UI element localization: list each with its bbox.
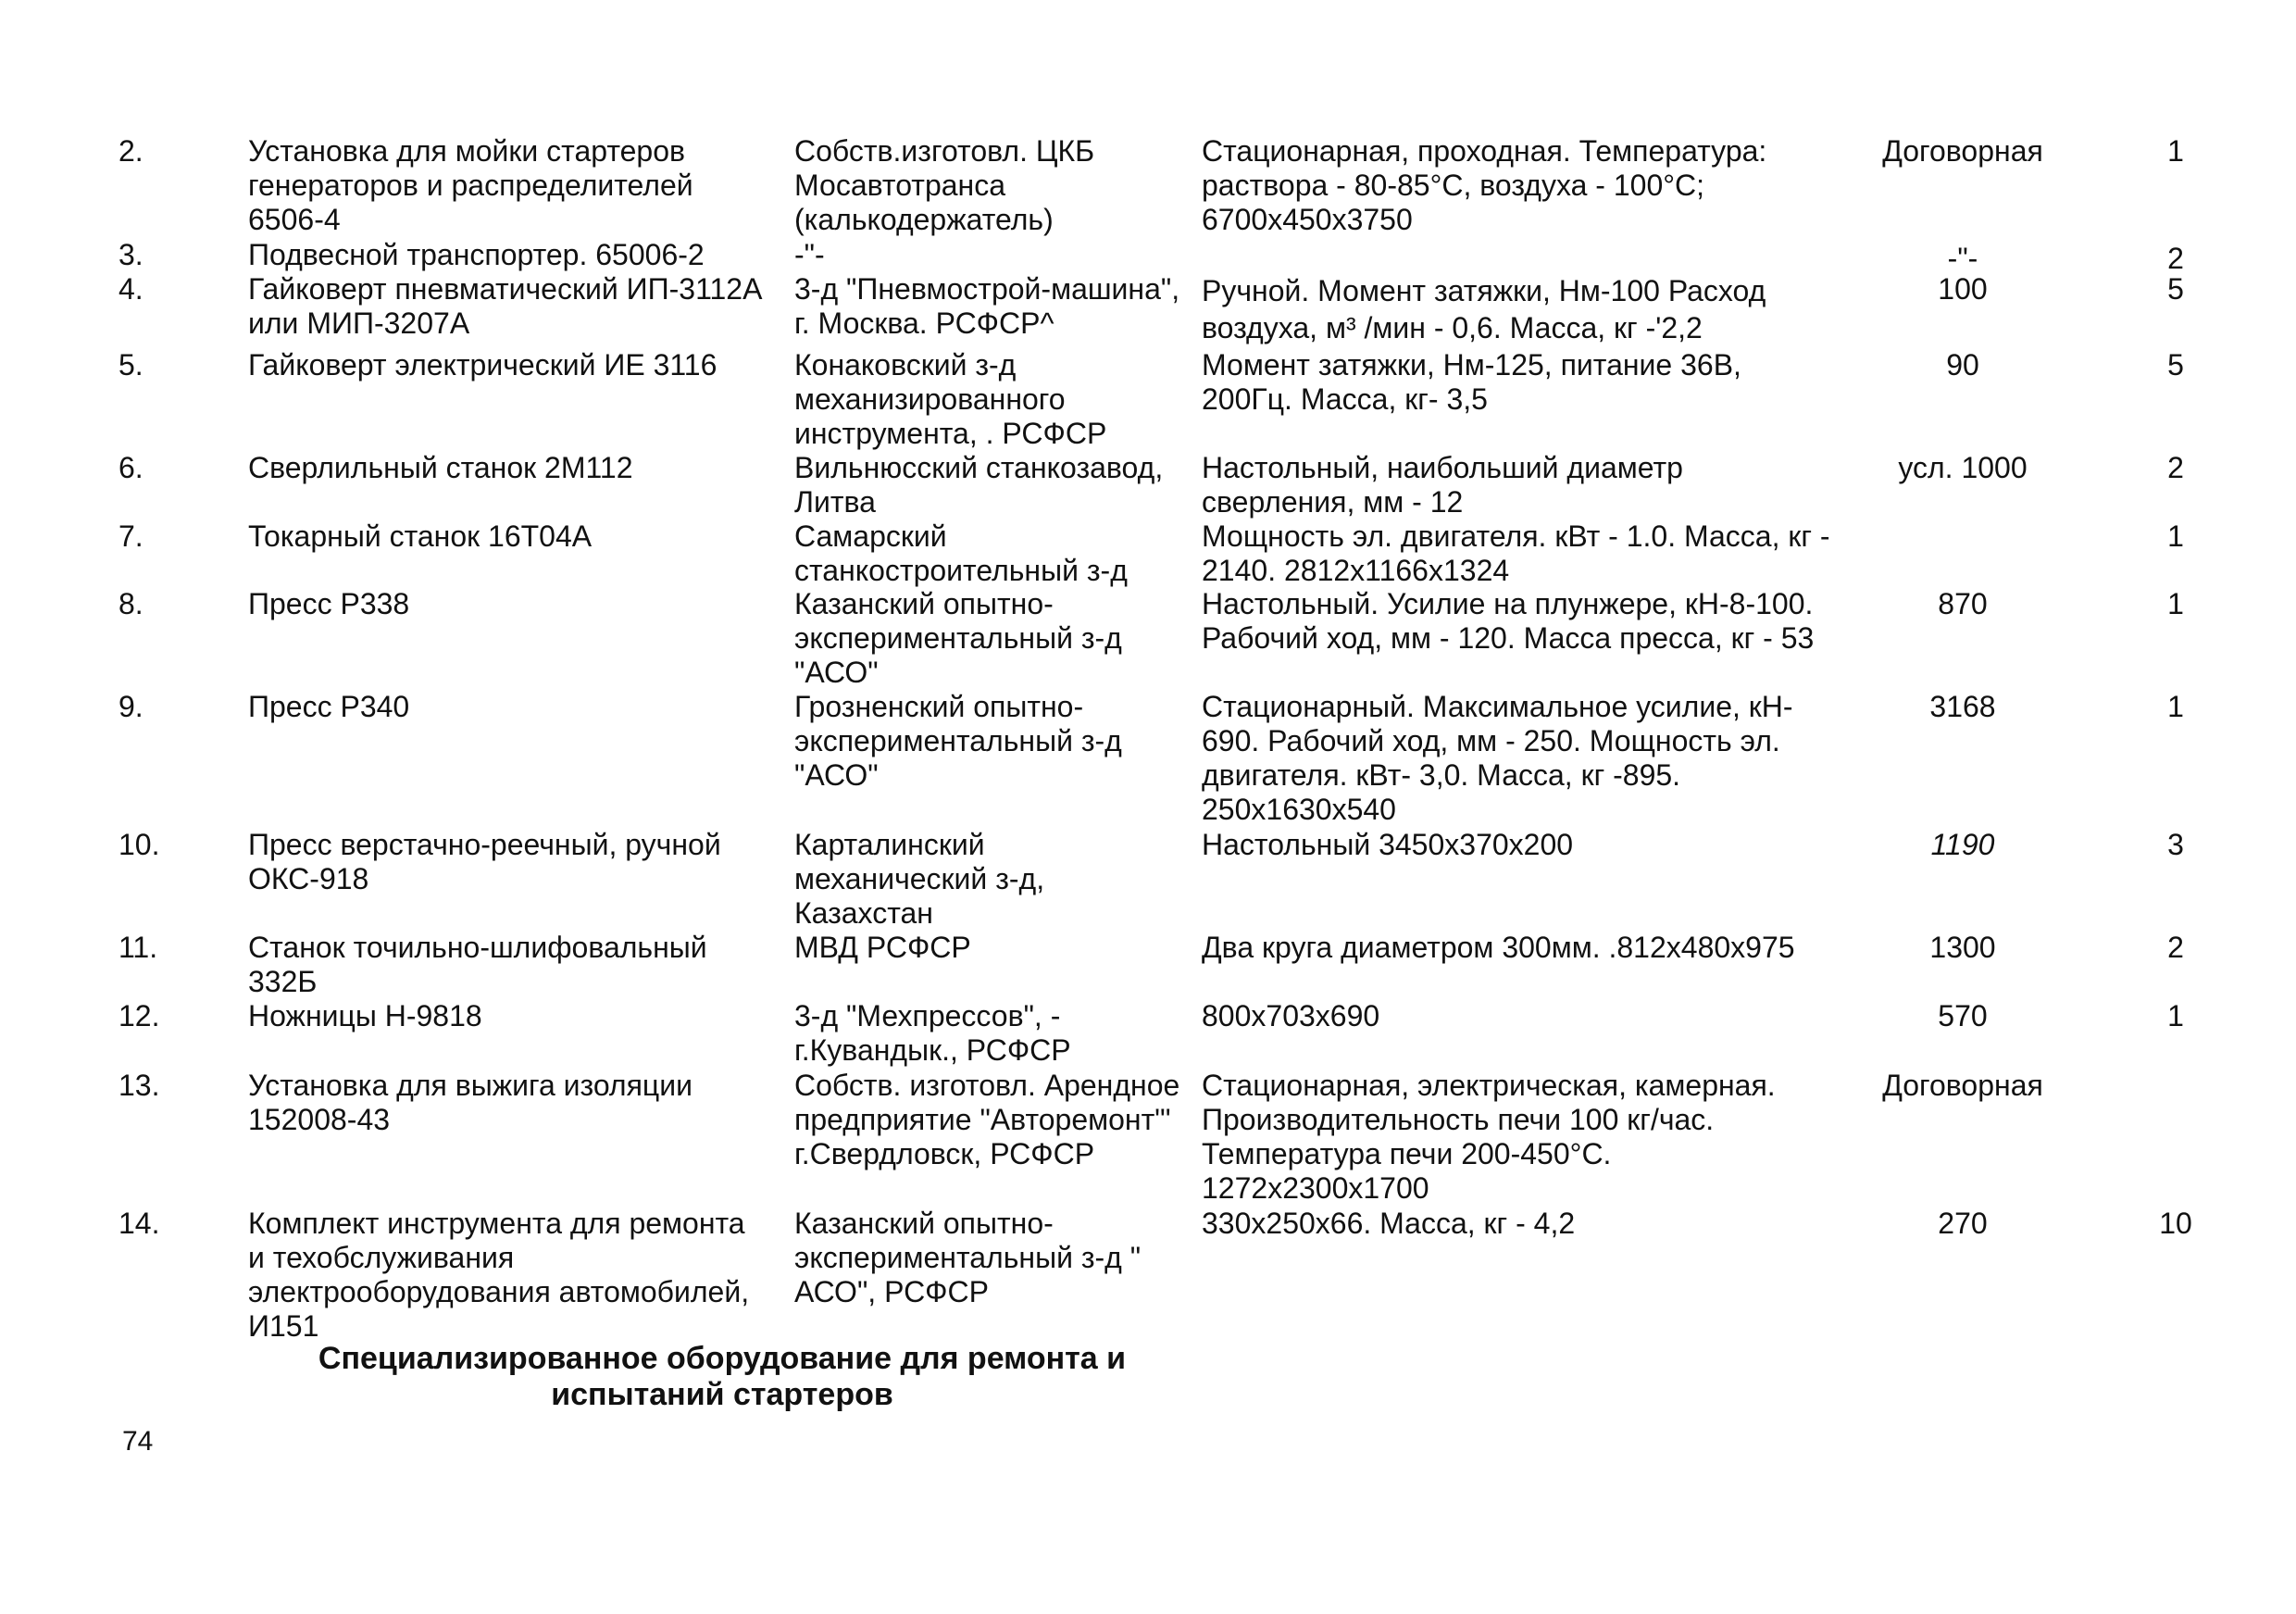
price: усл. 1000 <box>1898 451 2028 484</box>
manufacturer: Вильнюсский станкозавод, Литва <box>794 451 1164 519</box>
price: Договорная <box>1882 134 2043 168</box>
specification: Мощность эл. двигателя. кВт - 1.0. Масса, кг - 2140. 2812x1166x1324 <box>1202 519 1830 587</box>
row-number: 12. <box>119 999 160 1032</box>
manufacturer: Самарский станкостроительный з-д <box>794 519 1128 587</box>
row-number: 8. <box>119 587 144 620</box>
manufacturer: МВД РСФСР <box>794 931 971 964</box>
specification: Момент затяжки, Нм-125, питание 36В, 200Гц. Масса, кг- 3,5 <box>1202 348 1741 416</box>
quantity: 1 <box>2167 587 2184 620</box>
manufacturer: Карталинский механический з-д, Казахстан <box>794 828 1045 930</box>
row-number: 10. <box>119 828 160 861</box>
price: Договорная <box>1882 1069 2043 1102</box>
row-number: 7. <box>119 519 144 553</box>
equipment-name: Установка для выжига изоляции 152008-43 <box>248 1069 693 1136</box>
price: 1300 <box>1929 931 1996 964</box>
equipment-name: Станок точильно-шлифовальный 332Б <box>248 931 707 998</box>
specification: Настольный 3450x370x200 <box>1202 828 1574 861</box>
manufacturer: Казанский опытно- экспериментальный з-д "АСО" <box>794 587 1122 689</box>
page-number: 74 <box>122 1426 154 1457</box>
specification: Настольный, наибольший диаметр сверления, мм - 12 <box>1202 451 1683 519</box>
row-number: 6. <box>119 451 144 484</box>
manufacturer: Конаковский з-д механизированного инструмента, . РСФСР <box>794 348 1107 450</box>
specification: Настольный. Усилие на плунжере, кН-8-100. Рабочий ход, мм - 120. Масса пресса, кг - 53 <box>1202 587 1815 655</box>
specification: Ручной. Момент затяжки, Нм-100 Расход воздуха, м³ /мин - 0,6. Масса, кг -'2,2 <box>1202 274 1766 344</box>
quantity: 1 <box>2167 134 2184 168</box>
equipment-name: Гайковерт пневматический ИП-3112А или МИП-3207А <box>248 272 763 340</box>
row-number: 5. <box>119 348 144 382</box>
quantity: 2 <box>2167 931 2184 964</box>
quantity: 2 <box>2167 451 2184 484</box>
quantity: 5 <box>2167 348 2184 382</box>
row-number: 14. <box>119 1207 160 1240</box>
price: 90 <box>1946 348 1979 382</box>
equipment-name: Подвесной транспортер. 65006-2 <box>248 238 705 271</box>
equipment-name: Токарный станок 16Т04А <box>248 519 593 553</box>
equipment-name: Ножницы Н-9818 <box>248 999 482 1032</box>
quantity: 1 <box>2167 519 2184 553</box>
quantity: 10 <box>2159 1207 2192 1240</box>
price: 1190 <box>1930 828 1995 861</box>
equipment-name: Сверлильный станок 2М112 <box>248 451 633 484</box>
quantity: 2 <box>2167 242 2184 275</box>
manufacturer: Грозненский опытно- экспериментальный з-д "АСО" <box>794 690 1122 792</box>
quantity: 3 <box>2167 828 2184 861</box>
equipment-name: Комплект инструмента для ремонта и техобслуживания электрооборудования автомобилей, И151 <box>248 1207 750 1343</box>
specification: Стационарная, проходная. Температура: раствора - 80-85°С, воздуха - 100°С; 6700x450x3750 <box>1202 134 1767 236</box>
row-number: 11. <box>119 931 158 964</box>
price: 870 <box>1938 587 1988 620</box>
price: 570 <box>1938 999 1988 1032</box>
manufacturer: Собств.изготовл. ЦКБ Мосавтотранса (калькодержатель) <box>794 134 1095 236</box>
price: 100 <box>1938 272 1988 306</box>
specification: Стационарная, электрическая, камерная. Производительность печи 100 кг/час. Температура печи 200-450°С. 1272x2300x1700 <box>1202 1069 1776 1205</box>
manufacturer: 3-д "Мехпрессов", - г.Кувандык., РСФСР <box>794 999 1071 1067</box>
specification: Два круга диаметром 300мм. .812x480x975 <box>1202 931 1795 964</box>
specification: Стационарный. Максимальное усилие, кН- 690. Рабочий ход, мм - 250. Мощность эл. двигателя. кВт- 3,0. Масса, кг -895. 250x1630x540 <box>1202 690 1793 826</box>
specification: 330x250x66. Масса, кг - 4,2 <box>1202 1207 1576 1240</box>
specification: 800x703x690 <box>1202 999 1380 1032</box>
row-number: 13. <box>119 1069 160 1102</box>
price: 270 <box>1938 1207 1988 1240</box>
manufacturer: Собств. изготовл. Арендное предприятие "Авторемонт"' г.Свердловск, РСФСР <box>794 1069 1180 1170</box>
manufacturer: -"- <box>794 238 825 271</box>
equipment-name: Пресс верстачно-реечный, ручной ОКС-918 <box>248 828 721 895</box>
equipment-name: Гайковерт электрический ИЕ 3116 <box>248 348 718 382</box>
quantity: 5 <box>2167 272 2184 306</box>
price: 3168 <box>1929 690 1996 723</box>
manufacturer: 3-д "Пневмострой-машина", г. Москва. РСФСР^ <box>794 272 1180 340</box>
quantity: 1 <box>2167 999 2184 1032</box>
row-number: 9. <box>119 690 144 723</box>
row-number: 3. <box>119 238 144 271</box>
equipment-name: Пресс Р340 <box>248 690 410 723</box>
row-number: 2. <box>119 134 144 168</box>
price: -"- <box>1947 242 1978 275</box>
quantity: 1 <box>2167 690 2184 723</box>
equipment-name: Пресс Р338 <box>248 587 410 620</box>
manufacturer: Казанский опытно- экспериментальный з-д " АСО", РСФСР <box>794 1207 1142 1308</box>
row-number: 4. <box>119 272 144 306</box>
section-heading: Специализированное оборудование для ремонта и испытаний стартеров <box>318 1341 1127 1412</box>
equipment-name: Установка для мойки стартеров генераторов и распределителей 6506-4 <box>248 134 693 236</box>
